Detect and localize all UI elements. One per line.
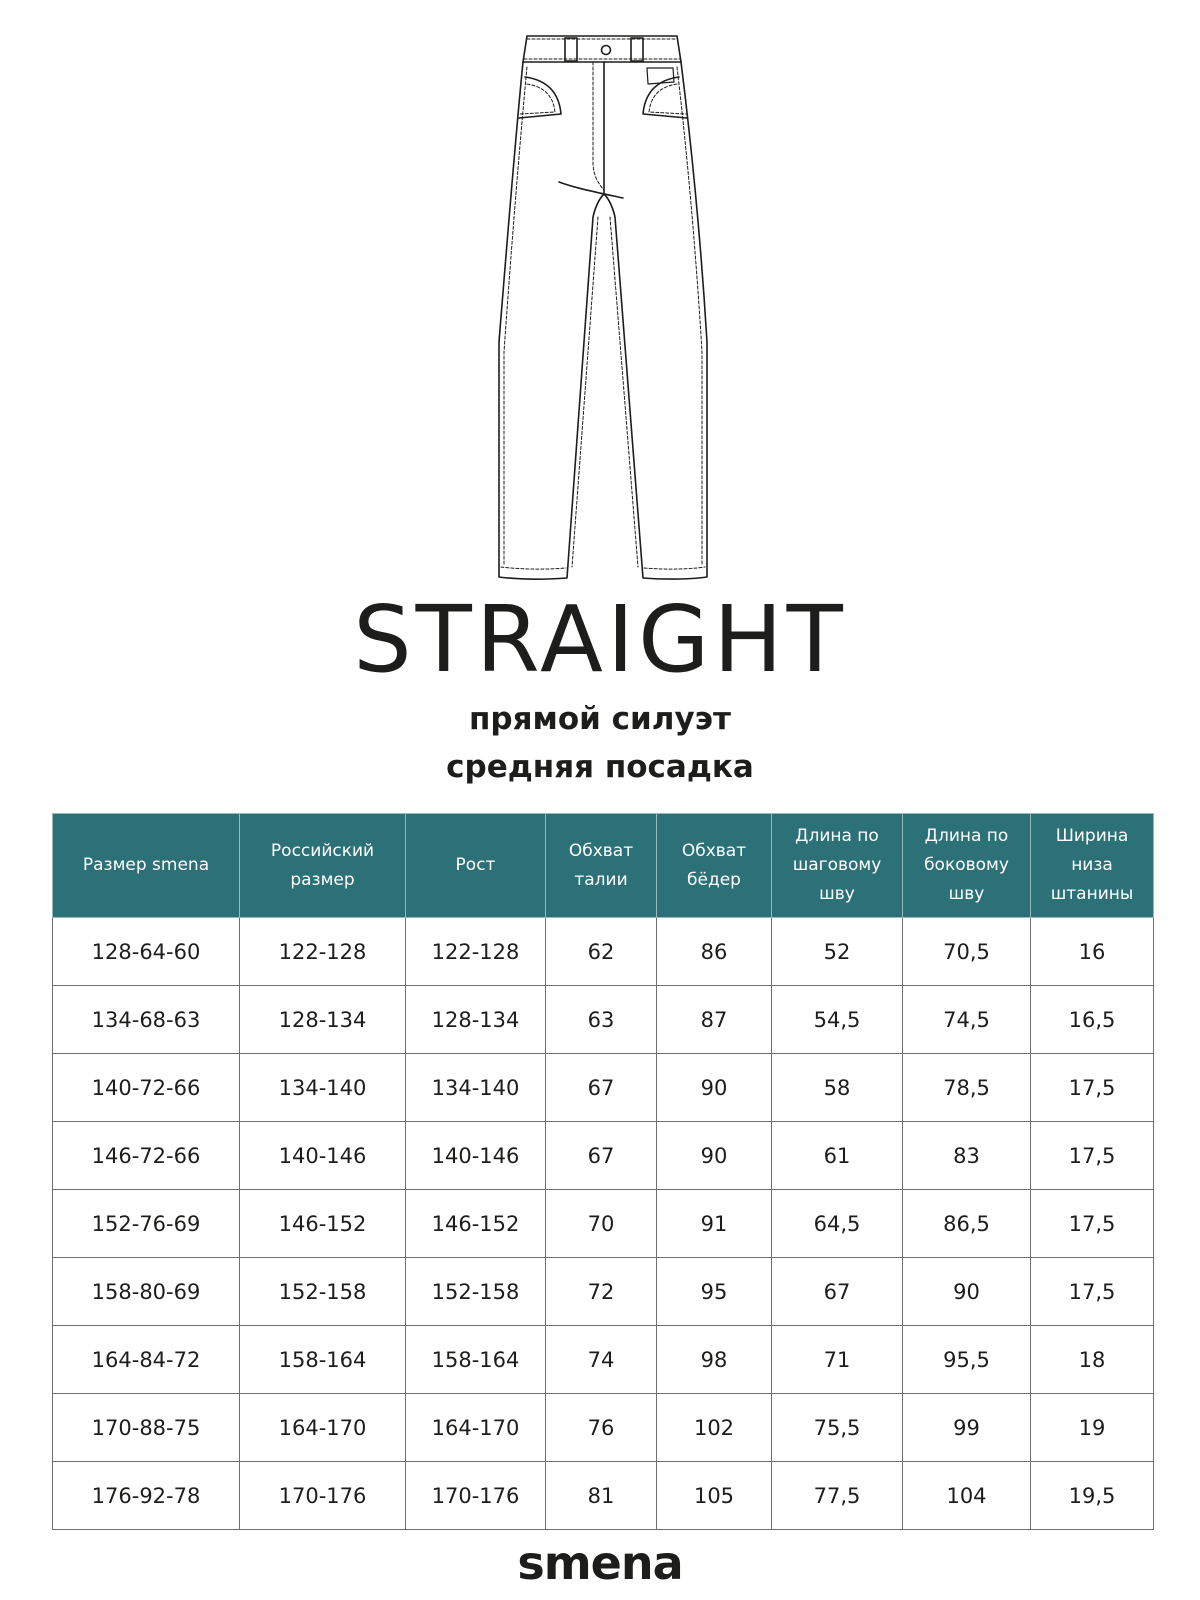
table-cell: 58: [772, 1054, 903, 1122]
table-cell: 76: [546, 1394, 657, 1462]
table-cell: 128-134: [406, 986, 546, 1054]
table-cell: 90: [657, 1122, 772, 1190]
silhouette-subtitle: прямой силуэт: [468, 701, 732, 737]
table-cell: 170-88-75: [53, 1394, 240, 1462]
table-cell: 134-140: [240, 1054, 406, 1122]
table-cell: 146-152: [240, 1190, 406, 1258]
table-cell: 78,5: [903, 1054, 1031, 1122]
header-cell: Длина по шаговому шву: [772, 814, 903, 918]
straight-pants-illustration: [455, 22, 745, 594]
table-cell: 102: [657, 1394, 772, 1462]
table-cell: 67: [772, 1258, 903, 1326]
table-cell: 19: [1031, 1394, 1154, 1462]
table-cell: 52: [772, 918, 903, 986]
table-cell: 158-80-69: [53, 1258, 240, 1326]
table-cell: 140-72-66: [53, 1054, 240, 1122]
table-cell: 62: [546, 918, 657, 986]
table-cell: 64,5: [772, 1190, 903, 1258]
table-cell: 17,5: [1031, 1258, 1154, 1326]
table-cell: 140-146: [406, 1122, 546, 1190]
table-row: [53, 1054, 1154, 1122]
header-cell: Обхват талии: [546, 814, 657, 918]
table-cell: 105: [657, 1462, 772, 1530]
table-cell: 86: [657, 918, 772, 986]
table-cell: 72: [546, 1258, 657, 1326]
table-row: [53, 1394, 1154, 1462]
table-cell: 152-76-69: [53, 1190, 240, 1258]
table-row: [53, 1326, 1154, 1394]
table-cell: 16: [1031, 918, 1154, 986]
table-row: [53, 1122, 1154, 1190]
size-table: [52, 813, 1154, 1530]
table-cell: 63: [546, 986, 657, 1054]
table-row: [53, 918, 1154, 986]
table-cell: 152-158: [406, 1258, 546, 1326]
table-cell: 19,5: [1031, 1462, 1154, 1530]
table-cell: 61: [772, 1122, 903, 1190]
table-cell: 90: [657, 1054, 772, 1122]
table-cell: 74,5: [903, 986, 1031, 1054]
header-cell: Длина по боковому шву: [903, 814, 1031, 918]
table-cell: 122-128: [240, 918, 406, 986]
table-cell: 170-176: [240, 1462, 406, 1530]
fit-title: STRAIGHT: [353, 586, 847, 693]
table-row: [53, 1462, 1154, 1530]
header-cell: Размер smena: [53, 814, 240, 918]
table-cell: 54,5: [772, 986, 903, 1054]
table-cell: 18: [1031, 1326, 1154, 1394]
table-cell: 86,5: [903, 1190, 1031, 1258]
header-cell: Рост: [406, 814, 546, 918]
table-cell: 95,5: [903, 1326, 1031, 1394]
table-row: [53, 1190, 1154, 1258]
table-cell: 164-84-72: [53, 1326, 240, 1394]
header-cell: Российский размер: [240, 814, 406, 918]
table-row: [53, 986, 1154, 1054]
table-row: [53, 1258, 1154, 1326]
table-cell: 87: [657, 986, 772, 1054]
table-cell: 134-140: [406, 1054, 546, 1122]
table-cell: 152-158: [240, 1258, 406, 1326]
table-cell: 17,5: [1031, 1054, 1154, 1122]
table-cell: 158-164: [406, 1326, 546, 1394]
table-cell: 67: [546, 1054, 657, 1122]
table-cell: 70: [546, 1190, 657, 1258]
table-cell: 158-164: [240, 1326, 406, 1394]
table-cell: 99: [903, 1394, 1031, 1462]
table-cell: 81: [546, 1462, 657, 1530]
table-cell: 128-134: [240, 986, 406, 1054]
table-cell: 75,5: [772, 1394, 903, 1462]
table-cell: 122-128: [406, 918, 546, 986]
table-cell: 91: [657, 1190, 772, 1258]
table-cell: 83: [903, 1122, 1031, 1190]
table-cell: 134-68-63: [53, 986, 240, 1054]
table-cell: 176-92-78: [53, 1462, 240, 1530]
table-cell: 74: [546, 1326, 657, 1394]
table-cell: 146-152: [406, 1190, 546, 1258]
table-cell: 140-146: [240, 1122, 406, 1190]
table-cell: 95: [657, 1258, 772, 1326]
table-cell: 170-176: [406, 1462, 546, 1530]
table-cell: 77,5: [772, 1462, 903, 1530]
brand-logo: smena: [517, 1536, 683, 1590]
table-cell: 90: [903, 1258, 1031, 1326]
table-cell: 128-64-60: [53, 918, 240, 986]
header-cell: Ширина низа штанины: [1031, 814, 1154, 918]
table-cell: 16,5: [1031, 986, 1154, 1054]
table-cell: 164-170: [406, 1394, 546, 1462]
table-cell: 67: [546, 1122, 657, 1190]
table-cell: 17,5: [1031, 1190, 1154, 1258]
table-cell: 146-72-66: [53, 1122, 240, 1190]
table-cell: 71: [772, 1326, 903, 1394]
table-cell: 17,5: [1031, 1122, 1154, 1190]
rise-subtitle: средняя посадка: [446, 749, 754, 785]
table-cell: 164-170: [240, 1394, 406, 1462]
table-cell: 98: [657, 1326, 772, 1394]
header-cell: Обхват бёдер: [657, 814, 772, 918]
table-header-row: [53, 814, 1154, 918]
table-cell: 70,5: [903, 918, 1031, 986]
table-cell: 104: [903, 1462, 1031, 1530]
